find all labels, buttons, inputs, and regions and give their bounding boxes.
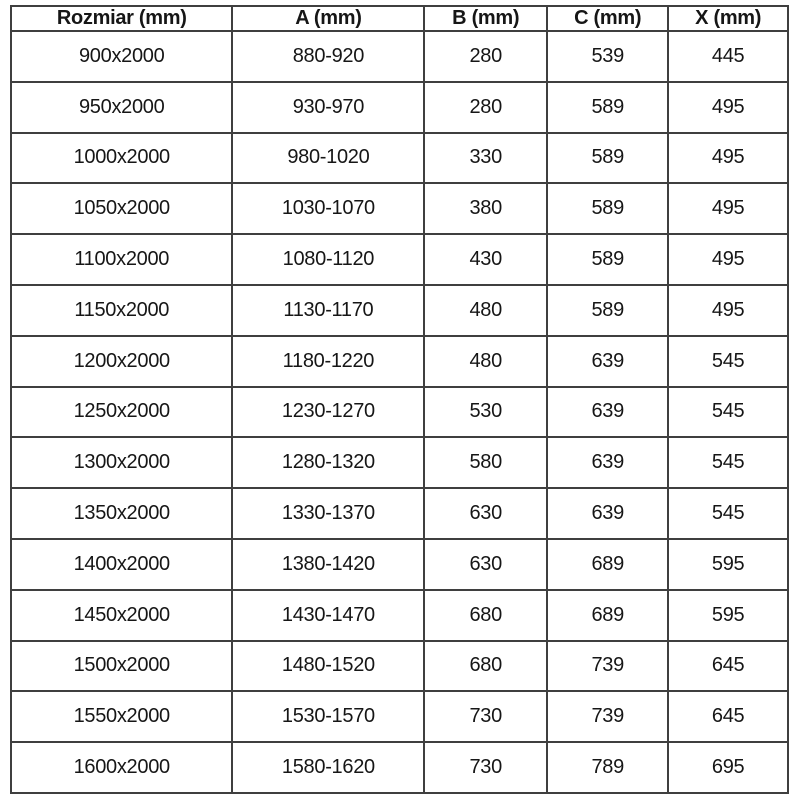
- table-cell-x: 695: [668, 742, 788, 793]
- table-row: [11, 539, 788, 590]
- table-cell-c: 789: [547, 742, 668, 793]
- table-cell-rozmiar: 1100x2000: [11, 234, 232, 285]
- table-row: [11, 234, 788, 285]
- table-cell-b: 630: [424, 488, 547, 539]
- table-cell-x: 495: [668, 133, 788, 184]
- table-cell-a: 1230-1270: [232, 387, 424, 438]
- table-cell-rozmiar: 900x2000: [11, 31, 232, 82]
- table-cell-c: 739: [547, 691, 668, 742]
- size-table: [10, 5, 789, 794]
- table-cell-b: 330: [424, 133, 547, 184]
- table-cell-a: 1480-1520: [232, 641, 424, 692]
- table-cell-c: 539: [547, 31, 668, 82]
- table-cell-a: 1080-1120: [232, 234, 424, 285]
- table-cell-c: 589: [547, 234, 668, 285]
- size-table-container: [10, 5, 789, 794]
- table-row: [11, 590, 788, 641]
- table-cell-rozmiar: 1000x2000: [11, 133, 232, 184]
- table-cell-rozmiar: 1300x2000: [11, 437, 232, 488]
- table-cell-x: 595: [668, 590, 788, 641]
- table-cell-a: 880-920: [232, 31, 424, 82]
- table-cell-b: 280: [424, 31, 547, 82]
- table-cell-a: 1530-1570: [232, 691, 424, 742]
- table-cell-c: 739: [547, 641, 668, 692]
- table-cell-b: 530: [424, 387, 547, 438]
- column-header-b: B (mm): [424, 6, 547, 31]
- table-cell-a: 1330-1370: [232, 488, 424, 539]
- table-row: [11, 641, 788, 692]
- column-header-a: A (mm): [232, 6, 424, 31]
- table-cell-a: 1380-1420: [232, 539, 424, 590]
- table-cell-c: 639: [547, 336, 668, 387]
- table-cell-x: 545: [668, 336, 788, 387]
- table-cell-rozmiar: 1600x2000: [11, 742, 232, 793]
- table-cell-x: 645: [668, 691, 788, 742]
- table-cell-b: 280: [424, 82, 547, 133]
- table-cell-x: 545: [668, 387, 788, 438]
- table-cell-rozmiar: 1350x2000: [11, 488, 232, 539]
- column-header-x: X (mm): [668, 6, 788, 31]
- table-cell-b: 480: [424, 285, 547, 336]
- table-row: [11, 488, 788, 539]
- table-cell-x: 595: [668, 539, 788, 590]
- table-cell-rozmiar: 1550x2000: [11, 691, 232, 742]
- table-row: [11, 691, 788, 742]
- table-cell-b: 630: [424, 539, 547, 590]
- table-cell-x: 445: [668, 31, 788, 82]
- table-cell-a: 930-970: [232, 82, 424, 133]
- table-cell-x: 645: [668, 641, 788, 692]
- table-cell-b: 480: [424, 336, 547, 387]
- table-cell-c: 589: [547, 285, 668, 336]
- table-cell-a: 1130-1170: [232, 285, 424, 336]
- table-cell-x: 495: [668, 183, 788, 234]
- table-cell-c: 689: [547, 590, 668, 641]
- table-cell-rozmiar: 950x2000: [11, 82, 232, 133]
- table-cell-rozmiar: 1050x2000: [11, 183, 232, 234]
- table-cell-a: 1430-1470: [232, 590, 424, 641]
- table-cell-a: 1280-1320: [232, 437, 424, 488]
- table-cell-rozmiar: 1500x2000: [11, 641, 232, 692]
- table-cell-b: 680: [424, 590, 547, 641]
- table-row: [11, 31, 788, 82]
- table-cell-rozmiar: 1200x2000: [11, 336, 232, 387]
- column-header-rozmiar: Rozmiar (mm): [11, 6, 232, 31]
- table-cell-a: 1180-1220: [232, 336, 424, 387]
- table-row: [11, 82, 788, 133]
- table-cell-b: 430: [424, 234, 547, 285]
- table-cell-c: 589: [547, 133, 668, 184]
- table-cell-x: 495: [668, 82, 788, 133]
- table-cell-a: 1030-1070: [232, 183, 424, 234]
- table-cell-rozmiar: 1150x2000: [11, 285, 232, 336]
- table-cell-c: 589: [547, 82, 668, 133]
- table-cell-c: 639: [547, 488, 668, 539]
- table-cell-rozmiar: 1400x2000: [11, 539, 232, 590]
- table-cell-b: 380: [424, 183, 547, 234]
- table-row: [11, 133, 788, 184]
- table-row: [11, 742, 788, 793]
- table-cell-b: 680: [424, 641, 547, 692]
- header-row: [11, 6, 788, 31]
- table-row: [11, 336, 788, 387]
- size-table-body: [11, 31, 788, 793]
- table-cell-c: 639: [547, 437, 668, 488]
- table-cell-a: 980-1020: [232, 133, 424, 184]
- table-row: [11, 183, 788, 234]
- table-cell-b: 730: [424, 691, 547, 742]
- table-cell-x: 495: [668, 234, 788, 285]
- table-cell-x: 545: [668, 488, 788, 539]
- column-header-c: C (mm): [547, 6, 668, 31]
- table-cell-c: 589: [547, 183, 668, 234]
- table-cell-c: 639: [547, 387, 668, 438]
- table-cell-c: 689: [547, 539, 668, 590]
- table-cell-rozmiar: 1250x2000: [11, 387, 232, 438]
- table-cell-x: 545: [668, 437, 788, 488]
- table-row: [11, 285, 788, 336]
- table-row: [11, 387, 788, 438]
- table-cell-x: 495: [668, 285, 788, 336]
- table-row: [11, 437, 788, 488]
- table-cell-rozmiar: 1450x2000: [11, 590, 232, 641]
- table-cell-a: 1580-1620: [232, 742, 424, 793]
- table-cell-b: 730: [424, 742, 547, 793]
- table-cell-b: 580: [424, 437, 547, 488]
